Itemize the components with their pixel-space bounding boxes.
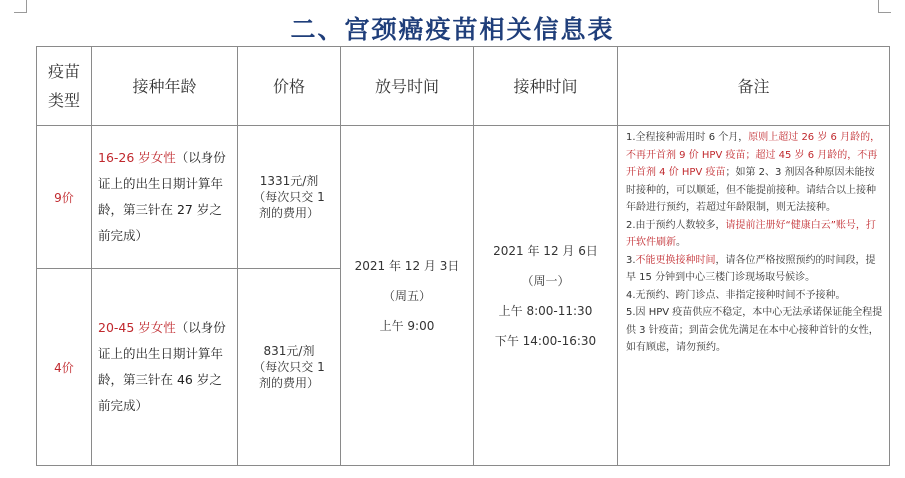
release-weekday: （周五） <box>382 288 431 303</box>
note-3-tail: ，请各位严格按照预约的时间段，提早 15 分钟到中心三楼门诊现场取号候诊。 <box>626 254 876 283</box>
header-release-time: 放号时间 <box>341 47 474 126</box>
note-3-highlight: 不能更换接种时间 <box>635 254 716 266</box>
price-cell-9 <box>238 126 341 269</box>
header-vaccination-time: 接种时间 <box>474 47 618 126</box>
note-1-highlight: 原则上超过 26 岁 6 月龄的，不再开首剂 9 价 HPV 疫苗；超过 45 岁 6 月龄的，不再开首剂 4 价 HPV 疫苗 <box>626 132 881 178</box>
vaccination-weekday: （周一） <box>521 273 570 288</box>
header-row <box>37 47 890 126</box>
price-4: 831元/剂 <box>263 344 315 358</box>
vaccine-info-table <box>36 46 890 466</box>
header-type-line2: 类型 <box>47 91 80 110</box>
note-5: 5.因 HPV 疫苗供应不稳定，本中心无法承诺保证能全程提供 3 针疫苗；到苗会优先满足在本中心接种首针的女性，如有顾虑，请勿预约。 <box>626 307 883 353</box>
note-2-text: 2.由于预约人数较多， <box>626 219 726 231</box>
note-1 <box>626 129 883 217</box>
note-3 <box>626 252 883 287</box>
note-2-highlight: 请提前注册好“健康白云”账号，打开软件刷新 <box>626 219 876 248</box>
release-time: 上午 9:00 <box>379 318 435 333</box>
header-vaccine-type <box>37 47 92 126</box>
age-range-4: 20-45 岁女性 <box>98 320 176 335</box>
vaccination-am: 上午 8:00-11:30 <box>498 303 593 318</box>
price-note-9-a: （每次只交 1 <box>253 190 325 204</box>
age-condition-4: （以身份证上的出生日期计算年龄，第三针在 46 岁之前完成） <box>98 320 226 413</box>
vaccine-type-9: 9价 <box>37 126 92 269</box>
vaccine-type-4: 4价 <box>37 269 92 466</box>
vaccination-pm: 下午 14:00-16:30 <box>494 333 597 348</box>
price-note-4-b: 剂的费用） <box>258 376 319 390</box>
age-cell-4 <box>92 269 238 466</box>
table-row <box>37 126 890 269</box>
header-type-line1: 疫苗 <box>47 62 80 81</box>
price-note-4-a: （每次只交 1 <box>253 360 325 374</box>
note-1-tail: ；如第 2、3 剂因各种原因未能按时接种的，可以顺延，但不能提前接种。请结合以上接种年龄进行预约，若超过年龄限制，则无法接种。 <box>626 167 876 213</box>
vaccination-time-cell <box>474 126 618 466</box>
notes-cell <box>618 126 890 466</box>
note-3-text: 3. <box>626 254 636 266</box>
note-2-tail: 。 <box>676 237 686 248</box>
release-time-cell <box>341 126 474 466</box>
price-note-9-b: 剂的费用） <box>258 206 319 220</box>
note-4: 4.无预约、跨门诊点、非指定接种时间不予接种。 <box>626 289 846 301</box>
note-2 <box>626 217 883 252</box>
header-price: 价格 <box>238 47 341 126</box>
release-date: 2021 年 12 月 3日 <box>354 258 460 273</box>
age-cell-9 <box>92 126 238 269</box>
price-cell-4 <box>238 269 341 466</box>
age-condition-9: （以身份证上的出生日期计算年龄，第三针在 27 岁之前完成） <box>98 150 226 243</box>
header-age: 接种年龄 <box>92 47 238 126</box>
vaccination-date: 2021 年 12 月 6日 <box>493 243 598 258</box>
age-range-9: 16-26 岁女性 <box>98 150 176 165</box>
note-1-text: 1.全程接种需用时 6 个月， <box>626 132 749 143</box>
page-title: 二、宫颈癌疫苗相关信息表 <box>290 15 615 44</box>
price-9: 1331元/剂 <box>259 174 319 188</box>
header-notes: 备注 <box>618 47 890 126</box>
